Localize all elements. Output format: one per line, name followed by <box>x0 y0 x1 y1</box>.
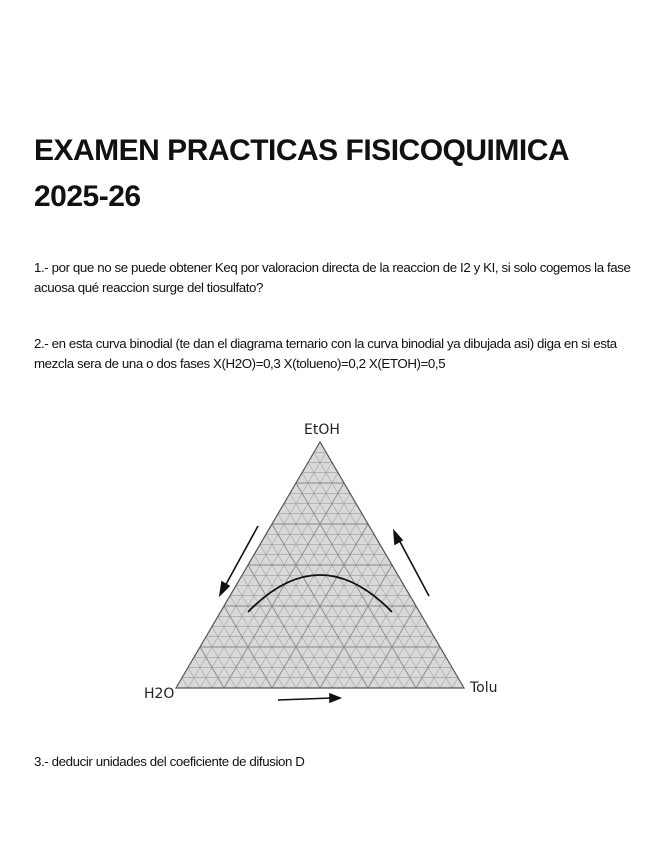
ternary-diagram <box>140 412 510 712</box>
vertex-label-etoh: EtOH <box>304 422 340 438</box>
question-3: 3.- deducir unidades del coeficiente de difusion D <box>34 754 305 769</box>
question-2: 2.- en esta curva binodial (te dan el diagrama ternario con la curva binodial ya dibujada asi) diga en si esta mezcla sera de una o dos fases X(H2O)=0,3 X(tolueno)=0,2 X(ETOH)=0,5 <box>34 336 617 371</box>
vertex-label-h2o: H2O <box>144 686 175 702</box>
page-title: EXAMEN PRACTICAS FISICOQUIMICA 2025-26 <box>34 134 568 213</box>
ternary-diagram-svg <box>140 412 510 712</box>
arrow-bottom <box>278 694 340 702</box>
vertex-label-tolu: Tolu <box>470 680 498 696</box>
question-1: 1.- por que no se puede obtener Keq por valoracion directa de la reaccion de I2 y KI, si solo cogemos la fase acuosa qué reaccion surge del tiosulfato? <box>34 260 631 295</box>
